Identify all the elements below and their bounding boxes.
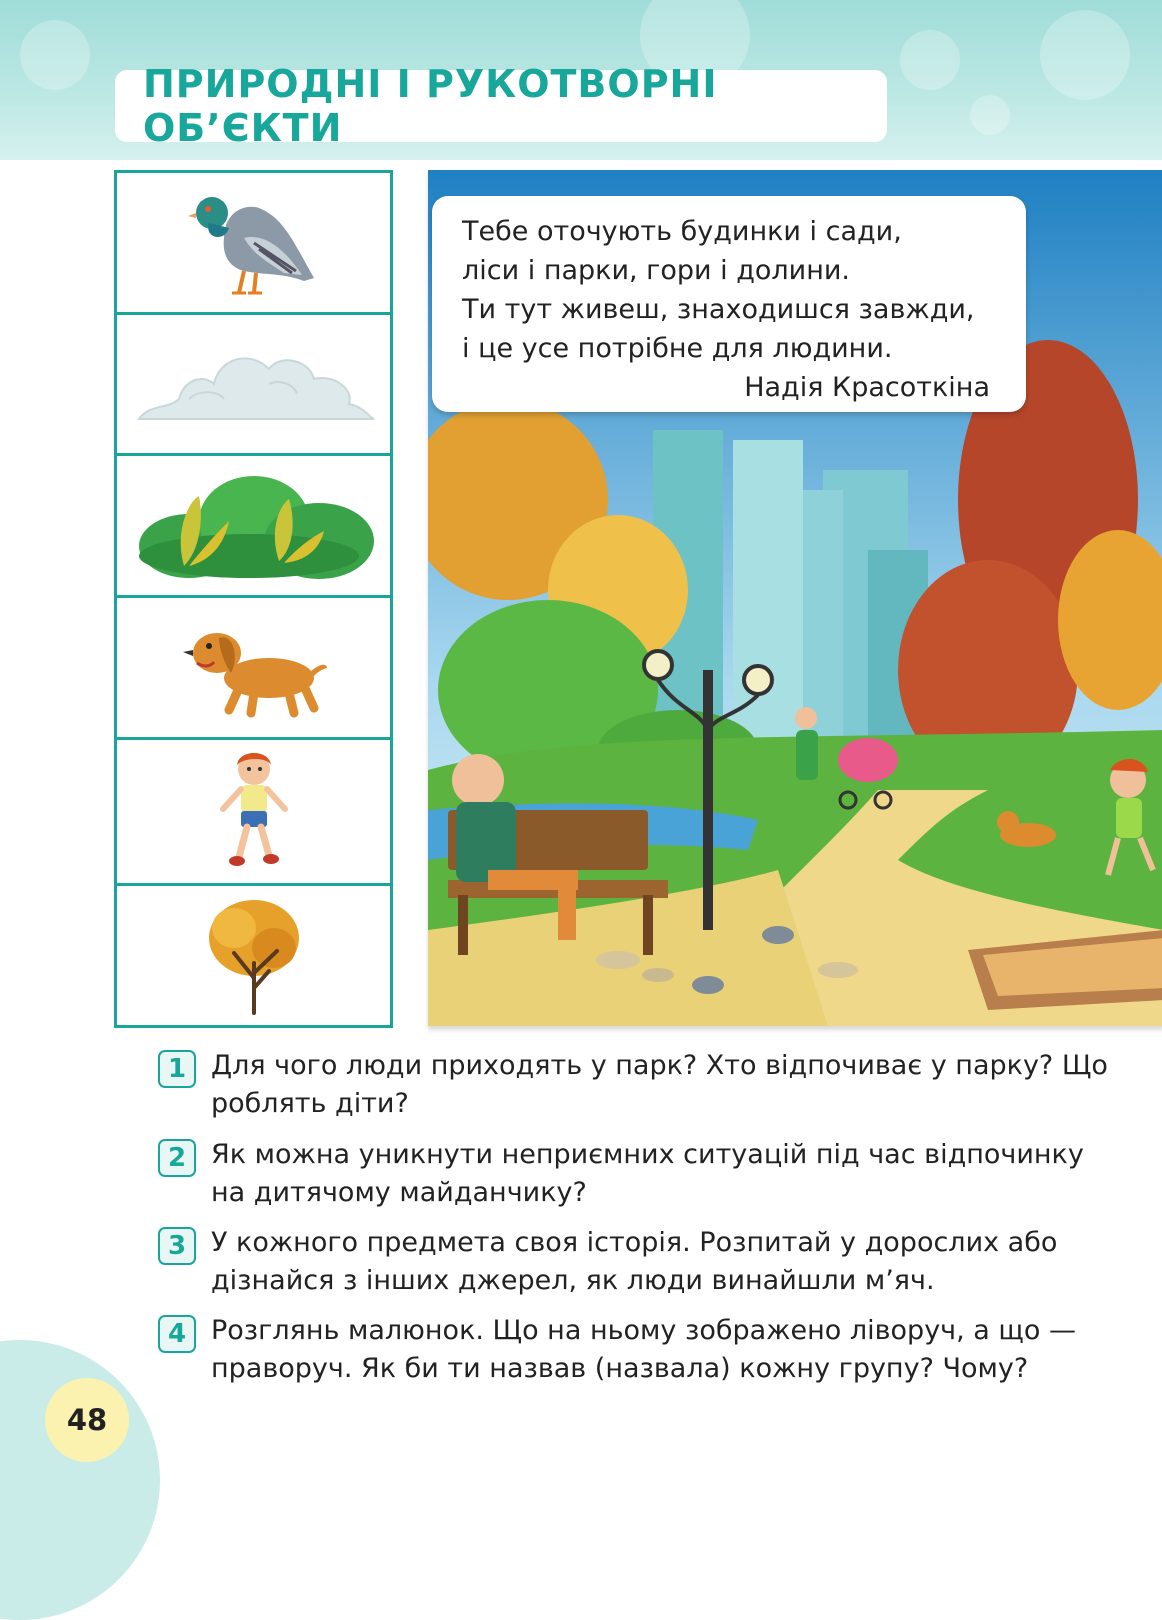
question-1	[158, 1050, 1118, 1130]
object-cell	[117, 456, 390, 598]
poem-line: Ти тут живеш, знаходишся завжди,	[462, 294, 975, 325]
boy-icon	[209, 747, 299, 877]
poem-line: Тебе оточують будинки і сади,	[462, 216, 902, 247]
object-cell	[117, 886, 390, 1025]
question-3	[158, 1227, 1118, 1307]
object-cell	[117, 740, 390, 886]
objects-grid	[114, 170, 393, 1028]
object-cell	[117, 173, 390, 315]
pigeon-icon	[184, 183, 324, 303]
bush-icon	[129, 471, 379, 581]
page-number: 48	[45, 1378, 129, 1462]
question-number: 2	[158, 1139, 196, 1177]
poem-author: Надія Красоткіна	[744, 372, 990, 403]
question-4	[158, 1315, 1118, 1435]
page-title: ПРИРОДНІ І РУКОТВОРНІ ОБ’ЄКТИ	[143, 62, 718, 150]
title-box	[115, 62, 887, 150]
cloud-icon	[129, 339, 379, 429]
tree-icon	[199, 893, 309, 1018]
question-number: 4	[158, 1315, 196, 1353]
poem-line: ліси і парки, гори і долини.	[462, 255, 851, 286]
question-2	[158, 1139, 1118, 1219]
question-number: 1	[158, 1050, 196, 1088]
object-cell	[117, 598, 390, 740]
question-number: 3	[158, 1227, 196, 1265]
dog-icon	[179, 618, 329, 718]
object-cell	[117, 315, 390, 456]
poem-box	[432, 196, 1026, 412]
question-text: Розглянь малюнок. Що на ньому зображено ліворуч, а що — праворуч. Як би ти назвав (назвала) кожну групу? Чому?	[211, 1315, 1076, 1384]
question-text: У кожного предмета своя історія. Розпитай у дорослих або дізнайся з інших джерел, як люди винайшли м’яч.	[211, 1227, 1058, 1296]
question-text: Як можна уникнути неприємних ситуацій під час відпочинку на дитячому майданчику?	[211, 1139, 1084, 1208]
poem-line: і це усе потрібне для людини.	[462, 333, 893, 364]
question-text: Для чого люди приходять у парк? Хто відпочиває у парку? Що роблять діти?	[211, 1050, 1108, 1119]
